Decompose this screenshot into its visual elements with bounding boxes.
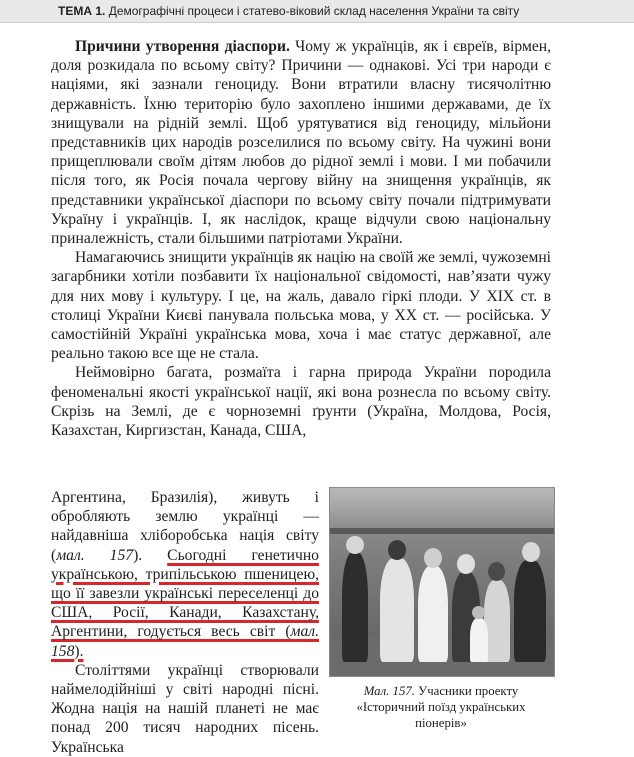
paragraph-3-continued	[51, 488, 319, 661]
photo-figure	[418, 566, 448, 662]
photo-roof	[330, 488, 554, 528]
figure-caption	[330, 683, 552, 731]
figure-label: Мал. 157.	[363, 684, 415, 698]
paragraph-4: Століттями українці створювали наймелодійніші у світі народні пісні. Жодна нація на нашій планеті не має понад 200 тисяч народних пісень. Українська	[51, 661, 319, 756]
photo-beam	[330, 528, 554, 534]
header-title: Демографічні процеси і статево-віковий склад населення України та світу	[108, 4, 520, 18]
figure-caption-text: Учасники проекту «Історичний поїзд українських піонерів»	[356, 684, 526, 730]
paragraph-2: Намагаючись знищити українців як націю на своїй же землі, чужоземні загарбники хотіли позбавити їх національної свідомості, нав’язати чужу для них мову і культуру. І це, на жаль, давало гіркі плоди. У XIX ст. в столиці України Києві панувала польська мова, у XX ст. — російська. У самостійній Україні українська мова, хоча і має статус державної, але реально такою все ще не стала.	[51, 249, 551, 363]
photo-head	[522, 542, 540, 562]
figure-ref-157: мал. 157	[56, 546, 134, 564]
paragraph-1	[51, 37, 551, 248]
narrow-text-column	[51, 488, 319, 757]
photo-head	[488, 562, 505, 581]
page-header	[0, 0, 634, 23]
underlined-text: Сьогодні генетично українською, трипільською пшеницею, що її завезли українські переселенці до США, Росії, Канади, Казахстану, Аргентини, годується весь світ (	[51, 546, 319, 641]
section-heading: Причини утворення діаспори.	[75, 38, 290, 55]
photo-head	[457, 554, 475, 574]
photo-head	[388, 540, 406, 560]
photo-figure	[514, 560, 546, 662]
figure-ref-158: мал. 158	[51, 623, 319, 660]
photo-head	[472, 606, 485, 619]
paragraph-3-text: Аргентина, Бразилія), живуть і обробляють землю українці — найдавніша хліборобська нація світу (	[51, 489, 319, 564]
photo-child	[470, 618, 488, 662]
main-text-column	[51, 37, 551, 440]
paragraph-3-top: Неймовірно багата, розмаїта і гарна природа України породила феноменальні якості української нації, які вона рознесла по всьому світу. Скрізь на Землі, де є чорноземні ґрунти (Україна, Молдова, Росія, Казахстан, Киргизстан, Канада, США,	[51, 364, 551, 440]
photo-figure	[342, 552, 368, 662]
photo-head	[346, 536, 364, 554]
topic-label: ТЕМА 1.	[58, 4, 106, 18]
photo-figure	[380, 558, 414, 662]
paragraph-3-end: ).	[74, 642, 84, 660]
historical-photo	[329, 487, 555, 677]
photo-head	[424, 548, 442, 568]
paragraph-1-text: Чому ж українців, як і євреїв, вірмен, доля розкидала по всьому світу? Причини — однакові. Усі три народи є націями, які зазнали геноциду. Вони втратили власну тисячолітню державність. Їхню територію було захоплено іншими державами, де їх знищували на рідній землі. Щоб урятуватися від геноциду, мільйони представників цих народів розселилися по всьому світу. На чужині вони прищеплювали своїм дітям любов до рідної землі і мови. І ми побачили після того, як Росія почала чергову війну на знищення українців, як представники української діаспори по всьому світу почали підтримувати Україну і українців. І, як наслідок, краще відчули свою національну приналежність, стали більшими патріотами України.	[51, 38, 551, 248]
paragraph-3-mid: ).	[133, 546, 168, 564]
